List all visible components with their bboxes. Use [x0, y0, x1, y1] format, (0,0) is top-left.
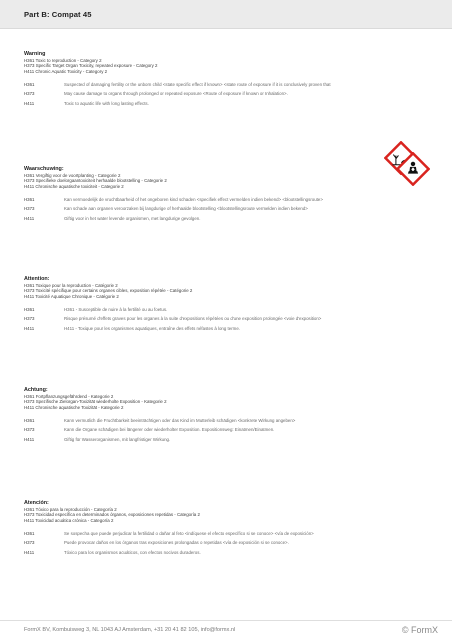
hazard-text: May cause damage to organs through prolonged or repeated exposure <Route of exposure if known or Inhalation>. [64, 91, 288, 97]
hazard-section-dutch [24, 166, 434, 223]
classification-line: H361 Tóxico para la reproducción - Categoría 2 [24, 507, 117, 512]
hazard-text: Kann die Organe schädigen bei längerer oder wiederholter Exposition. Expositionsweg: Einatmen/Einatmen. [64, 427, 275, 433]
classification-line: H411 Chronic Aquatic Toxicity - Category 2 [24, 68, 108, 74]
hazard-code: H361 [24, 81, 35, 87]
hazard-statement-row [24, 214, 434, 223]
hazard-statement-row [24, 538, 434, 547]
section-heading: Warning [24, 51, 46, 57]
page-header [0, 0, 452, 29]
hazard-statement-row [24, 314, 434, 323]
section-heading: Waarschuwing: [24, 166, 64, 172]
hazard-statement-row [24, 425, 434, 434]
hazard-statement-row [24, 305, 434, 314]
classification-line: H373 Specifieke doelorgaantoxiciteit herhaalde blootstelling - Categorie 2 [24, 178, 167, 184]
classification-line: H411 Toxicité Aquatique Chronique - Catégorie 2 [24, 293, 119, 299]
hazard-statement-row [24, 529, 434, 538]
hazard-statement-row [24, 89, 434, 98]
classification-line: H411 Toxicidad acuática crónica - Categoría 2 [24, 517, 114, 523]
hazard-code: H361 [24, 530, 35, 536]
hazard-statement-row [24, 435, 434, 444]
hazard-code: H373 [24, 91, 35, 97]
hazard-text: Se sospecha que puede perjudicar la fertilidad o dañar al feto <indíquese el efecto específico si se conoce> <vía de exposición> [64, 530, 314, 536]
hazard-statement-row [24, 204, 434, 213]
hazard-statement-row [24, 548, 434, 557]
hazard-code: H361 [24, 196, 35, 202]
hazard-text: Risque présumé d'effets graves pour les organes à la suite d'expositions répétées ou d'une exposition prolongée <voie d'exposition> [64, 316, 322, 322]
hazard-text: Suspected of damaging fertility or the unborn child <state specific effect if known> <state route of exposure if it is conclusively proven that [64, 81, 331, 87]
classification-line: H411 Chronische aquatische Toxizität - Kategorie 2 [24, 404, 124, 410]
hazard-text: H411 - Toxique pour les organismes aquatiques, entraîne des effets néfastes à long terme. [64, 325, 240, 331]
hazard-section-english [24, 51, 434, 108]
hazard-code: H361 [24, 417, 35, 423]
hazard-text: Tóxico para los organismos acuáticos, con efectos nocivos duraderos. [64, 549, 201, 555]
classification-line: H361 Toxic to reproduction - Category 2 [24, 58, 102, 63]
classification-line: H373 Spezifische Zielorgan-Toxizität wiederholte Exposition - Kategorie 2 [24, 399, 167, 405]
hazard-text: Giftig für Wasserorganismen, mit langfristiger Wirkung. [64, 436, 171, 442]
hazard-statement-row [24, 99, 434, 108]
hazard-text: Kan vermoedelijk de vruchtbaarheid of het ongeboren kind schaden <specifiek effect vermelden indien bekend> <blootstellingsroute> [64, 196, 323, 202]
section-heading: Achtung: [24, 387, 48, 393]
page-title: Part B: Compat 45 [24, 10, 92, 19]
classification-line: H373 Specific Target Organ Toxicity, repeated exposure - Category 2 [24, 63, 158, 69]
section-heading: Attention: [24, 276, 50, 282]
section-heading: Atención: [24, 500, 49, 506]
hazard-code: H373 [24, 316, 35, 322]
footer-address: FormX BV, Kombuisweg 3, NL 1043 AJ Amsterdam, +31 20 41 82 105, info@formx.nl [24, 627, 236, 633]
hazard-text: Toxic to aquatic life with long lasting effects. [64, 100, 149, 106]
hazard-code: H361 [24, 306, 35, 312]
hazard-code: H411 [24, 100, 35, 106]
hazard-code: H373 [24, 540, 35, 546]
hazard-statement-row [24, 195, 434, 204]
hazard-statement-row [24, 324, 434, 333]
hazard-code: H373 [24, 427, 35, 433]
classification-line: H411 Chronische aquatische toxiciteit - Categorie 2 [24, 183, 124, 189]
hazard-statement-row [24, 80, 434, 89]
hazard-statement-row [24, 416, 434, 425]
hazard-code: H411 [24, 215, 35, 221]
hazard-text: H361 - Susceptible de nuire à la fertilité ou au foetus. [64, 306, 168, 312]
hazard-text: Giftig voor in het water levende organismen, met langdurige gevolgen. [64, 215, 201, 221]
hazard-text: Kan schade aan organen veroorzaken bij langdurige of herhaalde blootstelling <blootstellingsroute vermelden indien bekend> [64, 206, 308, 212]
hazard-section-german [24, 387, 434, 444]
hazard-section-spanish [24, 500, 434, 557]
classification-line: H361 Vergiftig voor de voortplanting - Categorie 2 [24, 173, 121, 178]
hazard-code: H373 [24, 206, 35, 212]
page-footer [0, 620, 452, 640]
hazard-text: Kann vermutlich die Fruchtbarkeit beeinträchtigen oder das Kind im Mutterleib schädigen <konkrete Wirkung angeben> [64, 417, 296, 423]
classification-line: H373 Toxicité spécifique pour certains organes cibles, exposition répétée - Catégorie 2 [24, 288, 193, 294]
hazard-code: H411 [24, 549, 35, 555]
hazard-code: H411 [24, 325, 35, 331]
classification-line: H361 Toxique pour la reproduction - Catégorie 2 [24, 283, 118, 288]
classification-line: H373 Toxicidad específica en determinados órganos, exposiciones repetidas - Categoría 2 [24, 512, 200, 518]
hazard-code: H411 [24, 436, 35, 442]
hazard-section-french [24, 276, 434, 333]
hazard-text: Puede provocar daños en los órganos tras exposiciones prolongadas o repetidas <vía de exposición si se conoce>. [64, 540, 289, 546]
classification-line: H361 Fortpflanzungsgefährdend - Kategorie 2 [24, 394, 114, 399]
formx-logo: © FormX [401, 625, 438, 635]
